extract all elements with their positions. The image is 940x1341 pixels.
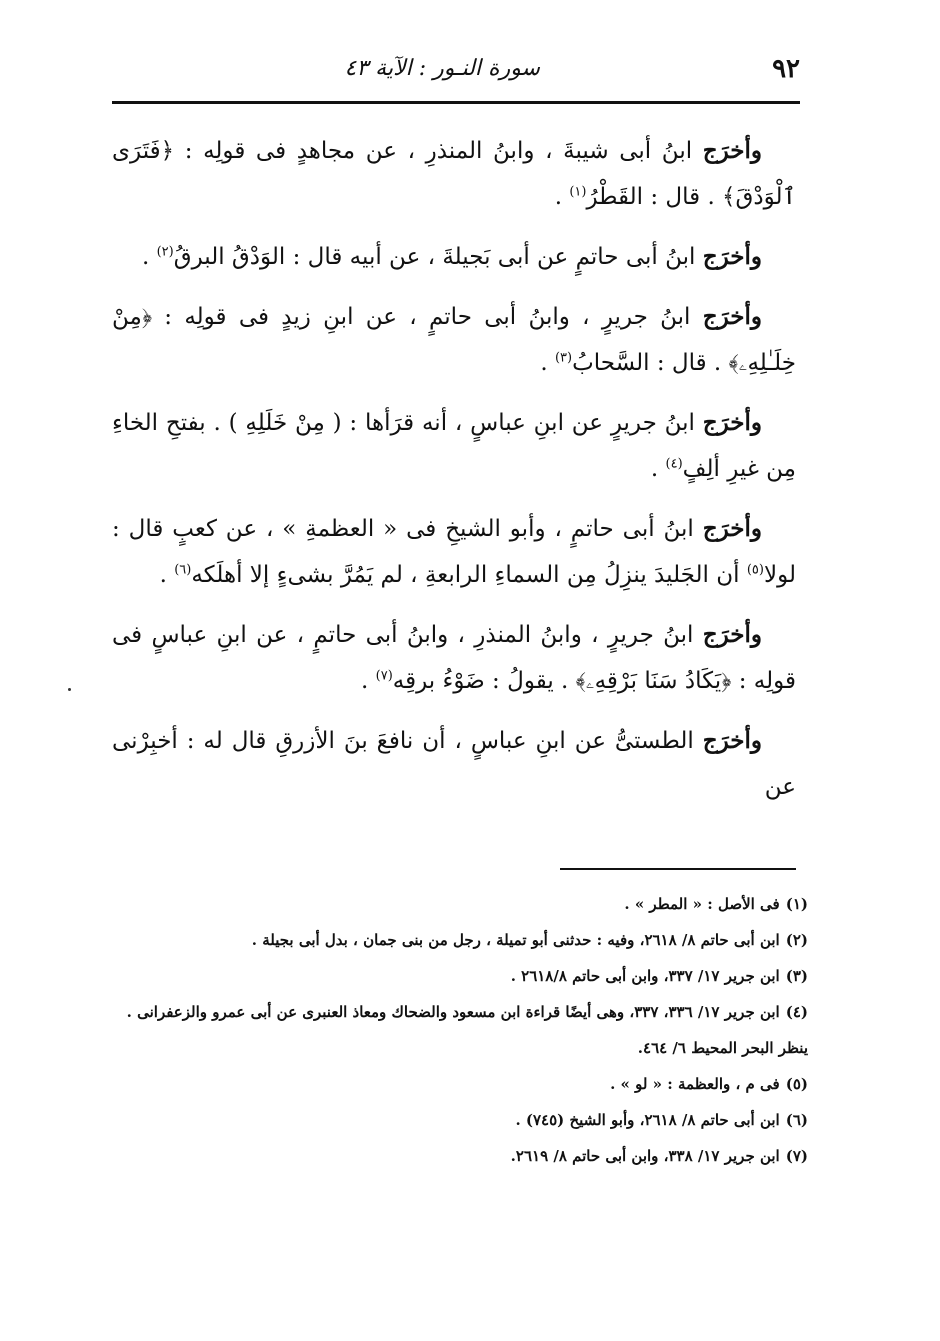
page-header [112, 52, 800, 100]
paragraph-end: . [361, 668, 376, 694]
main-text [112, 128, 796, 824]
footnote-text: ابن جرير ١٧/ ٣٣٦، ٣٣٧، وهى أيضًا قراءة ابن مسعود والضحاك ومعاذ العنبرى عن أبى عمرو والزعفرانى . ينظر البحر المحيط ٦/ ٤٦٤. [126, 1003, 808, 1057]
paragraph-lead: وأخرَج [702, 621, 763, 648]
paragraph [112, 294, 796, 386]
footnote-text: ابن جرير ١٧/ ٣٣٧، وابن أبى حاتم ٢٦١٨/٨ . [510, 967, 780, 985]
footnote [112, 994, 808, 1066]
paragraph [112, 612, 796, 704]
paragraph-end: . [554, 184, 570, 210]
footnote-ref: (٧) [375, 668, 393, 684]
paragraph-text: ابنُ جريرٍ ، وابنُ أبى حاتمٍ ، عن ابنِ زيدٍ فى قولِه : ﴿مِنْ خِلَـٰلِهِۦ﴾ . قال : السَّحابُ [112, 304, 796, 376]
paragraph-end: . [159, 562, 175, 588]
paragraph-end: . [650, 456, 666, 482]
footnote-text: ابن جرير ١٧/ ٣٣٨، وابن أبى حاتم ٨/ ٢٦١٩. [510, 1147, 780, 1165]
scan-speck [68, 688, 71, 691]
footnote-number: (٧) [785, 1147, 808, 1165]
page-number: ٩٢ [772, 54, 800, 84]
paragraph-text: ابنُ أبى حاتمٍ عن أبى بَجيلةَ ، عن أبيه قال : الوَدْقُ البرقُ [173, 244, 696, 270]
footnote-number: (٥) [785, 1075, 808, 1093]
footnote-number: (٦) [785, 1111, 808, 1129]
paragraph-text: ابنُ جريرٍ عن ابنِ عباسٍ ، أنه قرَأها : ( مِنْ خَلَلِهِ ) . بفتحِ الخاءِ مِن غيرِ ألِفٍ [112, 410, 796, 482]
paragraph-text: ابنُ جريرٍ ، وابنُ المنذرِ ، وابنُ أبى حاتمٍ ، عن ابنِ عباسٍ فى قولِه : ﴿يَكَادُ سَنَا بَرْقِهِۦ﴾ . يقولُ : ضَوْءُ برقِه [112, 622, 796, 694]
footnote-number: (١) [785, 895, 808, 913]
paragraph-text: ابنُ أبى حاتمٍ ، وأبو الشيخِ فى « العظمةِ » ، عن كعبٍ قال : لولا [112, 516, 796, 588]
paragraph-lead: وأخرَج [702, 243, 762, 270]
footnote [112, 1066, 808, 1102]
paragraph-lead: وأخرَج [702, 727, 763, 754]
footnote [112, 886, 808, 922]
paragraph-text-continued: أن الجَليدَ ينزِلُ مِن السماءِ الرابعةِ ، لم يَمُرَّ بشىءٍ إلا أهلَكه [191, 562, 747, 588]
running-title: سورة النـور : الآية ٤٣ [344, 56, 540, 81]
footnotes [112, 886, 808, 1174]
footnote-text: فى م ، والعظمة : « لو » . [610, 1075, 780, 1093]
paragraph-end: . [141, 244, 157, 270]
paragraph-lead: وأخرَج [702, 515, 762, 542]
paragraph [112, 400, 796, 492]
header-rule [112, 101, 800, 104]
footnote-text: ابن أبى حاتم ٨/ ٢٦١٨، وأبو الشيخ (٧٤٥) . [515, 1111, 780, 1129]
footnote-number: (٢) [785, 931, 808, 949]
footnote [112, 958, 808, 994]
footnote [112, 1138, 808, 1174]
footnote [112, 922, 808, 958]
footnote-number: (٣) [785, 967, 808, 985]
footnote-ref: (٥) [746, 562, 764, 578]
footnote-ref: (٢) [156, 244, 174, 260]
paragraph-lead: وأخرَج [702, 137, 762, 164]
footnote-ref: (٤) [665, 456, 683, 472]
paragraph [112, 506, 796, 598]
paragraph-lead: وأخرَج [702, 409, 762, 436]
footnote-text: فى الأصل : « المطر » . [624, 895, 780, 913]
footnote-ref: (١) [569, 184, 587, 200]
footnote [112, 1102, 808, 1138]
paragraph-text: الطستىُّ عن ابنِ عباسٍ ، أن نافعَ بنَ الأزرقِ قال له : أخبِرْنى عن [112, 728, 796, 800]
paragraph [112, 128, 796, 220]
paragraph-text: ابنُ أبى شيبةَ ، وابنُ المنذرِ ، عن مجاهدٍ فى قولِه : ﴿فَتَرَى ٱلْوَدْقَ﴾ . قال : القَطْرُ [112, 138, 796, 210]
footnote-rule [560, 868, 796, 870]
footnote-ref: (٣) [554, 350, 573, 366]
footnote-number: (٤) [785, 1003, 808, 1021]
paragraph-lead: وأخرَج [702, 303, 762, 330]
footnote-ref: (٦) [174, 562, 192, 578]
paragraph [112, 234, 796, 280]
footnote-text: ابن أبى حاتم ٨/ ٢٦١٨، وفيه : حدثنى أبو تميلة ، رجل من بنى جمان ، بدل أبى بجيلة . [251, 931, 780, 949]
paragraph [112, 718, 796, 810]
paragraph-end: . [540, 350, 555, 376]
